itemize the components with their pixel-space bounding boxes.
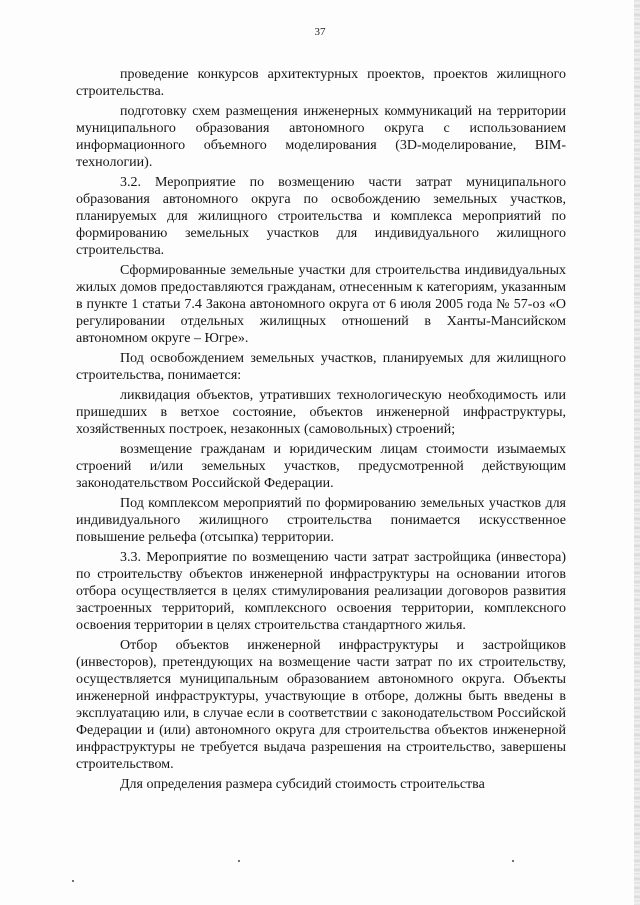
page-edge-shadow bbox=[634, 0, 640, 905]
paragraph-9: 3.3. Мероприятие по возмещению части затрат застройщика (инвестора) по строительству объектов инженерной инфраструктуры на основании итогов отбора осуществляется в целях стимулирования реализации договоров развития застроенных территорий, комплексного освоения территории, комплексного освоения территории в целях строительства стандартного жилья. bbox=[76, 550, 566, 633]
paragraph-5: Под освобождением земельных участков, планируемых для жилищного строительства, понимается: bbox=[76, 351, 566, 383]
document-body bbox=[76, 66, 566, 796]
paragraph-7: возмещение гражданам и юридическим лицам стоимости изымаемых строений и/или земельных участков, предусмотренной действующим законодательством Российской Федерации. bbox=[76, 442, 566, 491]
paragraph-10: Отбор объектов инженерной инфраструктуры и застройщиков (инвесторов), претендующих на возмещение части затрат по их строительству, осуществляется муниципальным образованием автономного округа. Объекты инженерной инфраструктуры, участвующие в отборе, должны быть введены в эксплуатацию или, в случае если в соответствии с законодательством Российской Федерации и (или) автономного округа для строительства объектов инженерной инфраструктуры не требуется выдача разрешения на строительство, завершены строительством. bbox=[76, 638, 566, 772]
paragraph-4: Сформированные земельные участки для строительства индивидуальных жилых домов предоставляются гражданам, отнесенным к категориям, указанным в пункте 1 статьи 7.4 Закона автономного округа от 6 июля 2005 года № 57-оз «О регулировании отдельных жилищных отношений в Ханты-Мансийском автономном округе – Югре». bbox=[76, 263, 566, 346]
paragraph-6: ликвидация объектов, утративших технологическую необходимость или пришедших в ветхое состояние, объектов инженерной инфраструктуры, хозяйственных построек, незаконных (самовольных) строений; bbox=[76, 388, 566, 437]
scan-speck bbox=[238, 860, 240, 862]
paragraph-11: Для определения размера субсидий стоимость строительства bbox=[120, 777, 485, 792]
paragraph-3: 3.2. Мероприятие по возмещению части затрат муниципального образования автономного округа по освобождению земельных участков, планируемых для жилищного строительства и комплекса мероприятий по формированию земельных участков для индивидуального жилищного строительства. bbox=[76, 175, 566, 258]
scan-speck bbox=[512, 860, 514, 862]
scan-speck bbox=[72, 880, 74, 882]
paragraph-2: подготовку схем размещения инженерных коммуникаций на территории муниципального образования автономного округа с использованием информационного объемного моделирования (3D-моделирование, BIM-технологии). bbox=[76, 104, 566, 170]
page-number: 37 bbox=[314, 26, 326, 38]
paragraph-8: Под комплексом мероприятий по формированию земельных участков для индивидуального жилищного строительства понимается искусственное повышение рельефа (отсыпка) территории. bbox=[76, 496, 566, 545]
paragraph-1: проведение конкурсов архитектурных проектов, проектов жилищного строительства. bbox=[76, 67, 566, 99]
